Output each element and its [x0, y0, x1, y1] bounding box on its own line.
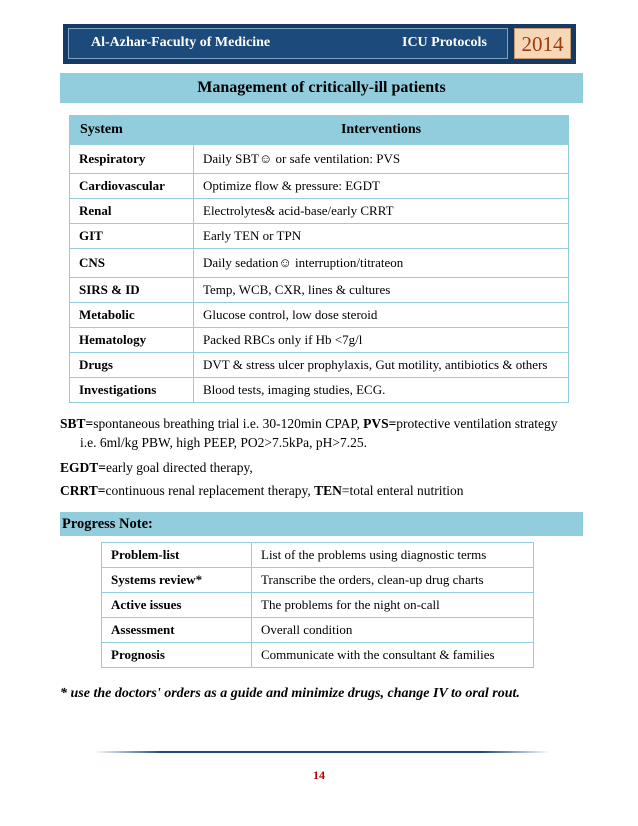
intervention-cell: Daily sedation☺ interruption/titrateon — [194, 249, 569, 278]
progress-item-label: Prognosis — [102, 643, 252, 668]
progress-item-description: Transcribe the orders, clean-up drug charts — [252, 568, 534, 593]
system-cell: SIRS & ID — [70, 278, 194, 303]
progress-item-label: Assessment — [102, 618, 252, 643]
abbr-ten-definition: =total enteral nutrition — [341, 483, 464, 498]
intervention-cell: Early TEN or TPN — [194, 224, 569, 249]
intervention-cell: Blood tests, imaging studies, ECG. — [194, 378, 569, 403]
system-cell: Drugs — [70, 353, 194, 378]
intervention-cell: Optimize flow & pressure: EGDT — [194, 174, 569, 199]
header-institution: Al-Azhar-Faculty of Medicine — [91, 35, 271, 50]
column-header-system: System — [70, 116, 194, 145]
progress-item-label: Systems review* — [102, 568, 252, 593]
abbr-egdt-definition: early goal directed therapy, — [105, 460, 253, 475]
table-row — [102, 543, 534, 568]
abbr-pvs: PVS= — [363, 416, 397, 431]
table-row — [102, 643, 534, 668]
abbr-ten: TEN — [314, 483, 342, 498]
system-cell: Investigations — [70, 378, 194, 403]
footer-divider — [94, 751, 550, 753]
system-cell: Hematology — [70, 328, 194, 353]
progress-item-description: List of the problems using diagnostic terms — [252, 543, 534, 568]
column-header-interventions: Interventions — [194, 116, 569, 145]
progress-item-description: Communicate with the consultant & families — [252, 643, 534, 668]
progress-note-table — [101, 542, 534, 668]
management-table — [69, 115, 569, 403]
system-cell: Renal — [70, 199, 194, 224]
intervention-cell: Glucose control, low dose steroid — [194, 303, 569, 328]
page-number: 14 — [313, 768, 325, 782]
abbr-sbt-definition: spontaneous breathing trial i.e. 30-120min CPAP, — [93, 416, 364, 431]
table-row — [70, 328, 569, 353]
table-row — [102, 568, 534, 593]
intervention-cell: Packed RBCs only if Hb <7g/l — [194, 328, 569, 353]
progress-item-label: Active issues — [102, 593, 252, 618]
table-row — [70, 224, 569, 249]
table-row — [70, 278, 569, 303]
table-row — [102, 618, 534, 643]
table-row — [70, 249, 569, 278]
progress-note-title: Progress Note: — [62, 516, 153, 532]
abbreviation-note-sbt-pvs — [60, 414, 580, 433]
table-row — [70, 174, 569, 199]
progress-item-description: The problems for the night on-call — [252, 593, 534, 618]
section-title: Management of critically-ill patients — [197, 79, 446, 96]
system-cell: Metabolic — [70, 303, 194, 328]
progress-item-description: Overall condition — [252, 618, 534, 643]
table-row — [102, 593, 534, 618]
system-cell: GIT — [70, 224, 194, 249]
header-document-title: ICU Protocols — [402, 35, 487, 50]
intervention-cell: Daily SBT☺ or safe ventilation: PVS — [194, 145, 569, 174]
abbreviation-note-crrt-ten — [60, 481, 580, 500]
abbreviation-note-pvs-detail: i.e. 6ml/kg PBW, high PEEP, PO2>7.5kPa, pH>7.25. — [80, 435, 368, 450]
abbr-sbt: SBT= — [60, 416, 94, 431]
abbr-egdt: EGDT= — [60, 460, 106, 475]
progress-item-label: Problem-list — [102, 543, 252, 568]
table-header-row — [70, 116, 569, 145]
abbr-pvs-definition: protective ventilation strategy — [396, 416, 558, 431]
abbr-crrt-definition: continuous renal replacement therapy, — [105, 483, 315, 498]
table-row — [70, 303, 569, 328]
header-year: 2014 — [514, 28, 571, 59]
intervention-cell: Electrolytes& acid-base/early CRRT — [194, 199, 569, 224]
table-row — [70, 353, 569, 378]
table-row — [70, 145, 569, 174]
system-cell: CNS — [70, 249, 194, 278]
abbr-crrt: CRRT= — [60, 483, 106, 498]
system-cell: Respiratory — [70, 145, 194, 174]
abbreviation-note-egdt — [60, 458, 580, 477]
intervention-cell: DVT & stress ulcer prophylaxis, Gut motility, antibiotics & others — [194, 353, 569, 378]
system-cell: Cardiovascular — [70, 174, 194, 199]
table-row — [70, 378, 569, 403]
table-row — [70, 199, 569, 224]
intervention-cell: Temp, WCB, CXR, lines & cultures — [194, 278, 569, 303]
footnote: * use the doctors' orders as a guide and minimize drugs, change IV to oral rout. — [60, 686, 520, 701]
